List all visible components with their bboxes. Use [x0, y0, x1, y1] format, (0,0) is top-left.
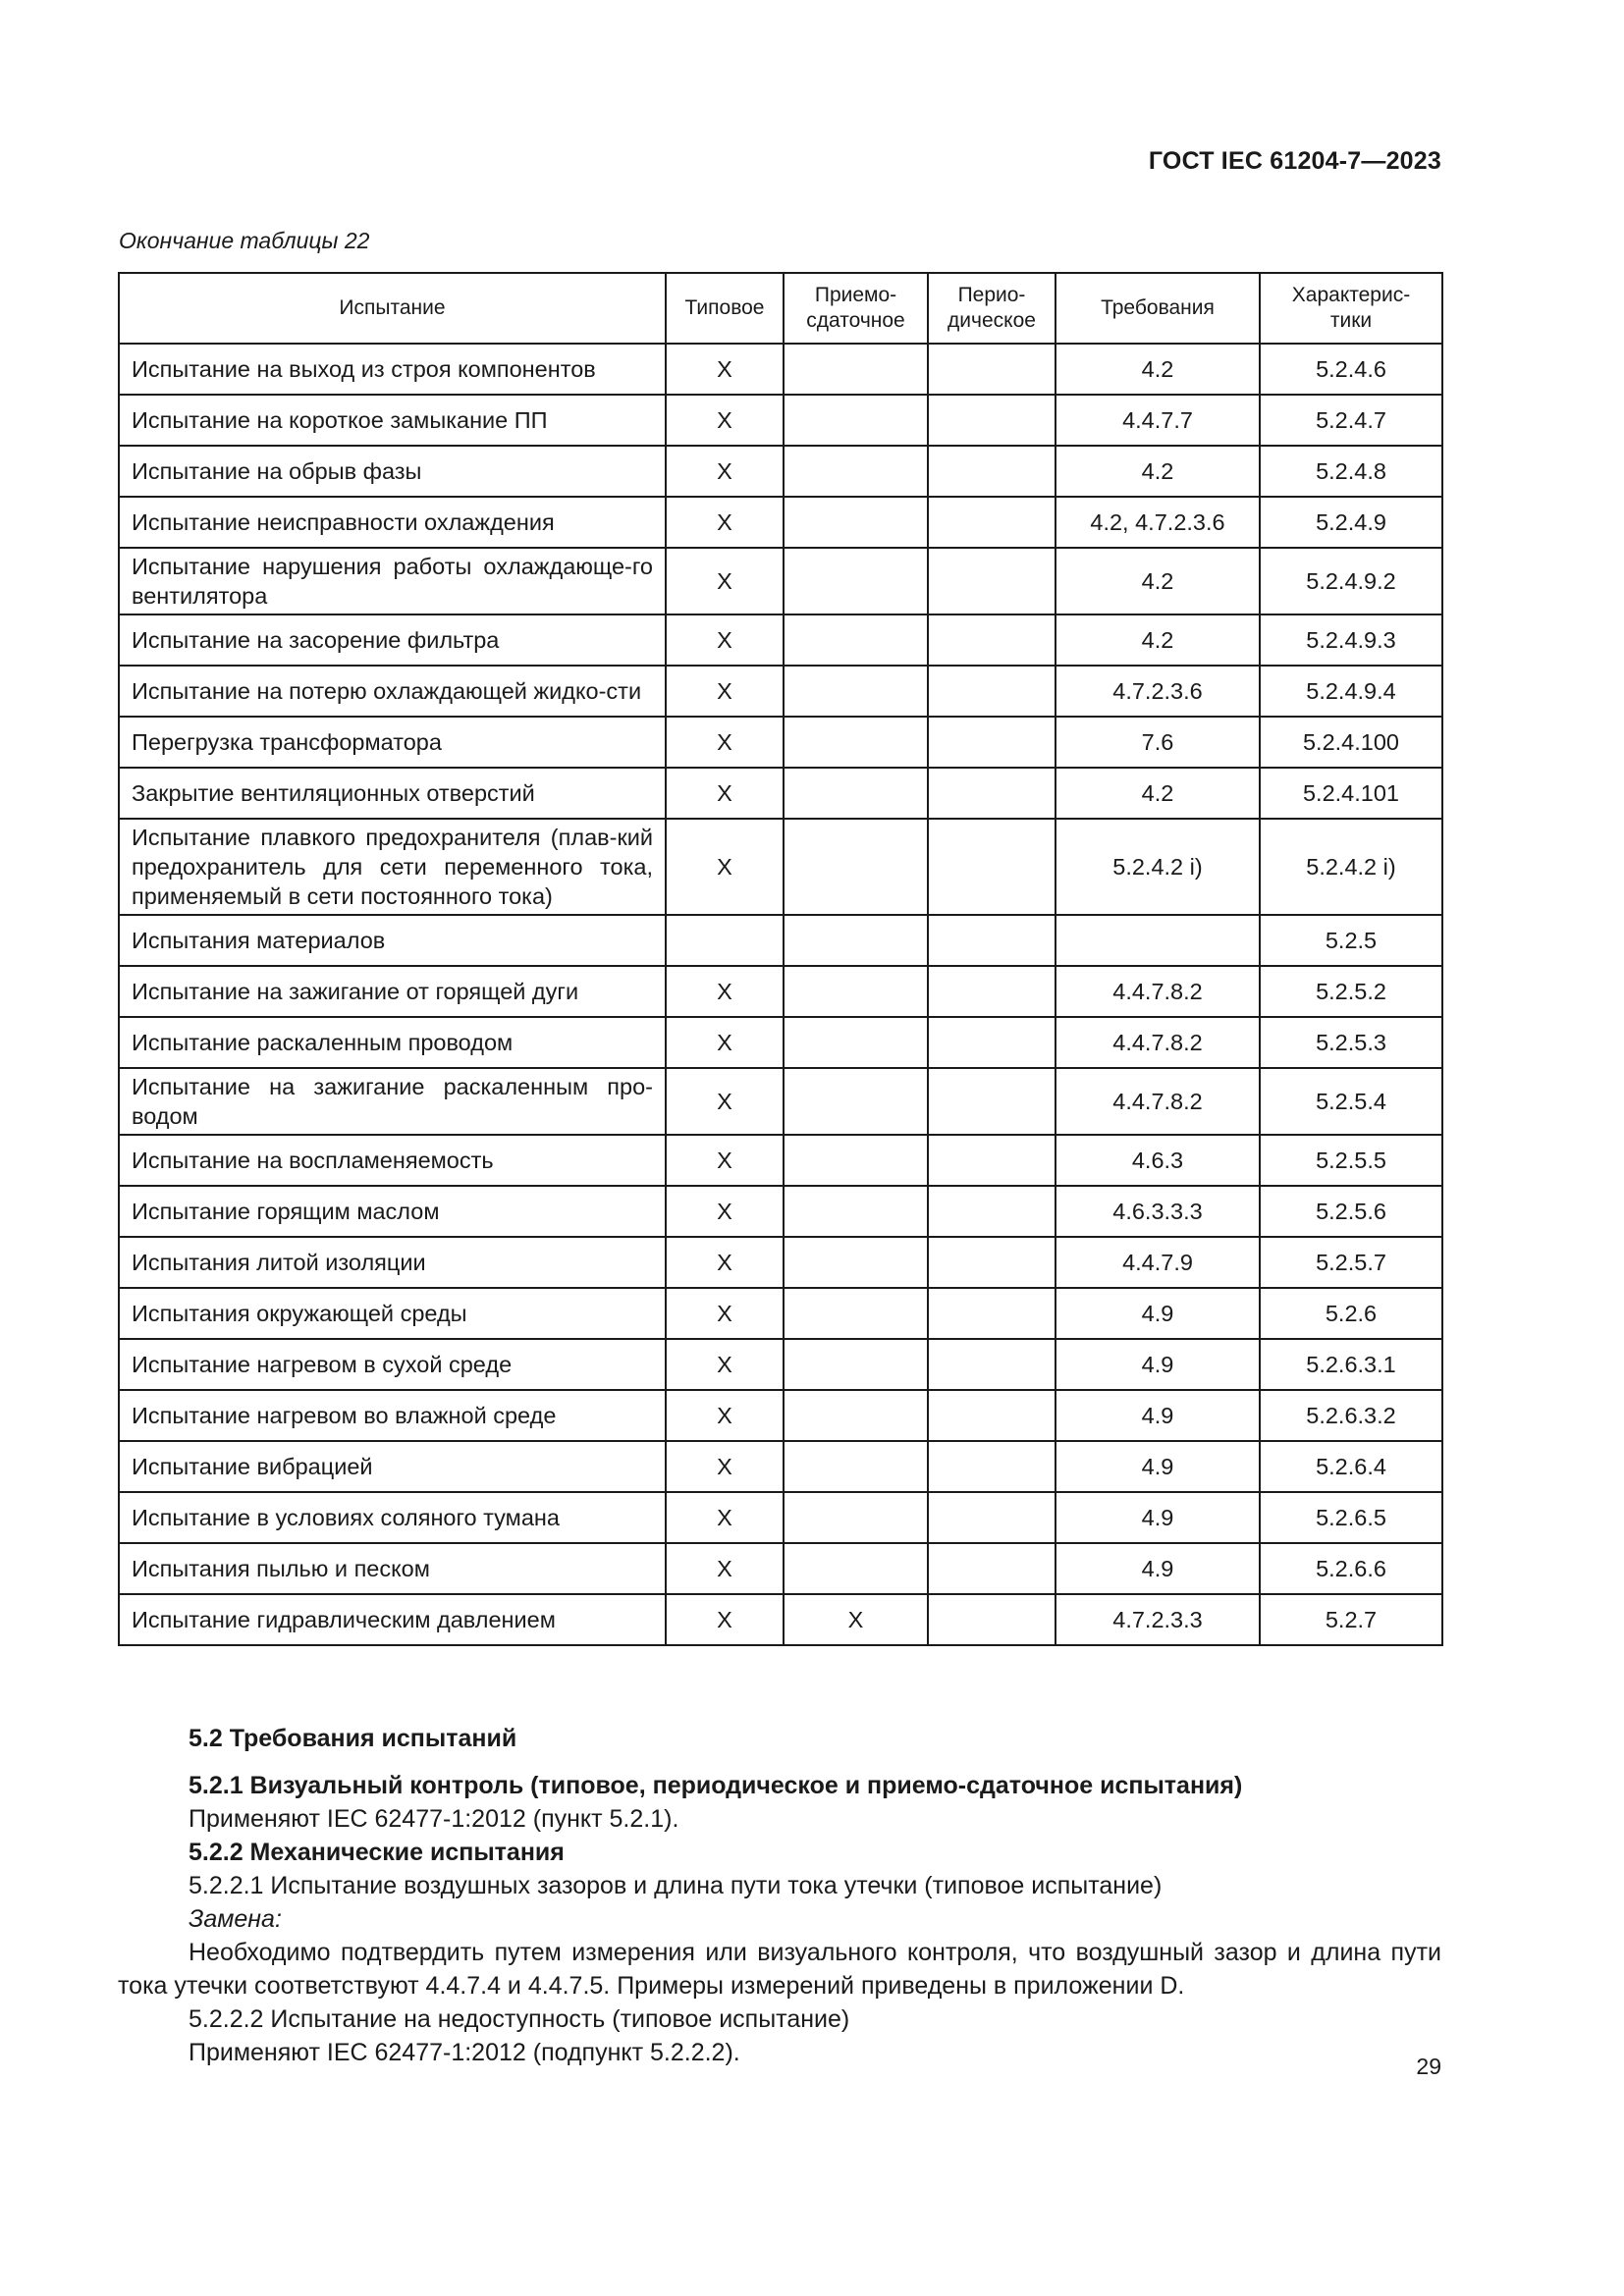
test-name-cell: Испытание неисправности охлаждения: [119, 497, 666, 548]
characteristics-cell: 5.2.6.5: [1260, 1492, 1442, 1543]
acceptance-test-cell: [784, 1339, 928, 1390]
periodic-test-cell: [928, 446, 1056, 497]
table-row: [119, 497, 1442, 548]
periodic-test-cell: [928, 1288, 1056, 1339]
table-row: [119, 1492, 1442, 1543]
acceptance-test-cell: [784, 1135, 928, 1186]
requirements-cell: 4.4.7.8.2: [1056, 966, 1260, 1017]
periodic-test-cell: [928, 1390, 1056, 1441]
periodic-test-cell: [928, 915, 1056, 966]
acceptance-test-cell: [784, 344, 928, 395]
table-row: [119, 1186, 1442, 1237]
type-test-cell: X: [666, 1017, 784, 1068]
table-row: [119, 819, 1442, 915]
requirements-cell: 4.7.2.3.6: [1056, 666, 1260, 717]
requirements-cell: 4.2: [1056, 446, 1260, 497]
section-5-2-2-1-heading: 5.2.2.1 Испытание воздушных зазоров и длина пути тока утечки (типовое испытание): [189, 1872, 1163, 1899]
acceptance-test-cell: [784, 1390, 928, 1441]
characteristics-cell: 5.2.4.101: [1260, 768, 1442, 819]
characteristics-cell: 5.2.6.3.2: [1260, 1390, 1442, 1441]
acceptance-test-cell: [784, 1441, 928, 1492]
periodic-test-cell: [928, 768, 1056, 819]
test-name-cell: Испытания окружающей среды: [119, 1288, 666, 1339]
table-caption: Окончание таблицы 22: [119, 228, 370, 253]
acceptance-test-cell: [784, 1068, 928, 1135]
periodic-test-cell: [928, 1339, 1056, 1390]
table-row: [119, 1068, 1442, 1135]
acceptance-test-cell: X: [784, 1594, 928, 1645]
acceptance-test-cell: [784, 614, 928, 666]
tests-table: [118, 272, 1443, 1646]
table-body: [119, 344, 1442, 1645]
characteristics-cell: 5.2.6.4: [1260, 1441, 1442, 1492]
table-row: [119, 1017, 1442, 1068]
requirements-cell: 5.2.4.2 i): [1056, 819, 1260, 915]
acceptance-test-cell: [784, 915, 928, 966]
characteristics-cell: 5.2.4.6: [1260, 344, 1442, 395]
periodic-test-cell: [928, 344, 1056, 395]
col-header-characteristics: Характерис- тики: [1260, 273, 1442, 344]
type-test-cell: X: [666, 666, 784, 717]
characteristics-cell: 5.2.4.9.3: [1260, 614, 1442, 666]
test-name-cell: Испытание на зажигание от горящей дуги: [119, 966, 666, 1017]
requirements-cell: 4.2: [1056, 768, 1260, 819]
type-test-cell: X: [666, 548, 784, 614]
test-name-cell: Испытание горящим маслом: [119, 1186, 666, 1237]
requirements-cell: [1056, 915, 1260, 966]
requirements-cell: 4.6.3.3.3: [1056, 1186, 1260, 1237]
col-header-test: Испытание: [119, 273, 666, 344]
type-test-cell: X: [666, 717, 784, 768]
characteristics-cell: 5.2.4.9.2: [1260, 548, 1442, 614]
characteristics-cell: 5.2.4.2 i): [1260, 819, 1442, 915]
acceptance-test-cell: [784, 966, 928, 1017]
table-row: [119, 1441, 1442, 1492]
type-test-cell: X: [666, 1237, 784, 1288]
type-test-cell: X: [666, 1288, 784, 1339]
section-5-2-2-2-text: Применяют IEC 62477-1:2012 (подпункт 5.2.2.2).: [189, 2039, 740, 2066]
acceptance-test-cell: [784, 717, 928, 768]
acceptance-test-cell: [784, 1237, 928, 1288]
periodic-test-cell: [928, 819, 1056, 915]
table-row: [119, 666, 1442, 717]
section-5-2-2-2-heading: 5.2.2.2 Испытание на недоступность (типовое испытание): [189, 2005, 850, 2033]
col-header-periodic: Перио- дическое: [928, 273, 1056, 344]
col-header-requirements: Требования: [1056, 273, 1260, 344]
characteristics-cell: 5.2.5.6: [1260, 1186, 1442, 1237]
type-test-cell: X: [666, 1594, 784, 1645]
periodic-test-cell: [928, 1543, 1056, 1594]
requirements-cell: 4.7.2.3.3: [1056, 1594, 1260, 1645]
periodic-test-cell: [928, 1594, 1056, 1645]
test-name-cell: Испытания материалов: [119, 915, 666, 966]
test-name-cell: Испытание на засорение фильтра: [119, 614, 666, 666]
table-row: [119, 1288, 1442, 1339]
test-name-cell: Испытание гидравлическим давлением: [119, 1594, 666, 1645]
requirements-cell: 4.9: [1056, 1543, 1260, 1594]
section-5-2-1-heading: 5.2.1 Визуальный контроль (типовое, периодическое и приемо-сдаточное испытания): [189, 1772, 1243, 1799]
test-name-cell: Испытания литой изоляции: [119, 1237, 666, 1288]
section-5-2-heading: 5.2 Требования испытаний: [189, 1725, 517, 1752]
requirements-cell: 4.2: [1056, 614, 1260, 666]
type-test-cell: X: [666, 819, 784, 915]
requirements-cell: 4.9: [1056, 1339, 1260, 1390]
characteristics-cell: 5.2.4.100: [1260, 717, 1442, 768]
acceptance-test-cell: [784, 548, 928, 614]
requirements-cell: 4.9: [1056, 1288, 1260, 1339]
periodic-test-cell: [928, 717, 1056, 768]
characteristics-cell: 5.2.5.5: [1260, 1135, 1442, 1186]
acceptance-test-cell: [784, 1288, 928, 1339]
test-name-cell: Испытание нагревом во влажной среде: [119, 1390, 666, 1441]
requirements-cell: 7.6: [1056, 717, 1260, 768]
test-name-cell: Испытание на зажигание раскаленным про-водом: [119, 1068, 666, 1135]
characteristics-cell: 5.2.6.3.1: [1260, 1339, 1442, 1390]
acceptance-test-cell: [784, 1543, 928, 1594]
table-row: [119, 1543, 1442, 1594]
characteristics-cell: 5.2.7: [1260, 1594, 1442, 1645]
type-test-cell: X: [666, 1390, 784, 1441]
table-row: [119, 1390, 1442, 1441]
characteristics-cell: 5.2.5.7: [1260, 1237, 1442, 1288]
requirements-cell: 4.2: [1056, 344, 1260, 395]
acceptance-test-cell: [784, 1017, 928, 1068]
type-test-cell: X: [666, 1068, 784, 1135]
table-row: [119, 915, 1442, 966]
characteristics-cell: 5.2.4.9: [1260, 497, 1442, 548]
table-row: [119, 1594, 1442, 1645]
characteristics-cell: 5.2.5.2: [1260, 966, 1442, 1017]
requirements-cell: 4.4.7.8.2: [1056, 1017, 1260, 1068]
periodic-test-cell: [928, 1135, 1056, 1186]
table-row: [119, 446, 1442, 497]
requirements-cell: 4.4.7.9: [1056, 1237, 1260, 1288]
section-5-2-2-heading: 5.2.2 Механические испытания: [189, 1839, 565, 1866]
test-name-cell: Испытание на короткое замыкание ПП: [119, 395, 666, 446]
replacement-text: Необходимо подтвердить путем измерения или визуального контроля, что воздушный зазор и длина пути тока утечки соответствуют 4.4.7.4 и 4.4.7.5. Примеры измерений приведены в приложении D.: [118, 1939, 1441, 2000]
body-text: [118, 1722, 1441, 2069]
col-header-acceptance: Приемо- сдаточное: [784, 273, 928, 344]
periodic-test-cell: [928, 966, 1056, 1017]
periodic-test-cell: [928, 614, 1056, 666]
periodic-test-cell: [928, 1492, 1056, 1543]
table-row: [119, 1135, 1442, 1186]
characteristics-cell: 5.2.5.4: [1260, 1068, 1442, 1135]
section-5-2-1-text: Применяют IEC 62477-1:2012 (пункт 5.2.1).: [189, 1805, 679, 1833]
requirements-cell: 4.6.3: [1056, 1135, 1260, 1186]
test-name-cell: Испытание на воспламеняемость: [119, 1135, 666, 1186]
table-header-row: [119, 273, 1442, 344]
table-row: [119, 395, 1442, 446]
acceptance-test-cell: [784, 1186, 928, 1237]
acceptance-test-cell: [784, 446, 928, 497]
col-header-type: Типовое: [666, 273, 784, 344]
characteristics-cell: 5.2.5: [1260, 915, 1442, 966]
periodic-test-cell: [928, 548, 1056, 614]
test-name-cell: Испытание раскаленным проводом: [119, 1017, 666, 1068]
type-test-cell: X: [666, 1441, 784, 1492]
characteristics-cell: 5.2.6.6: [1260, 1543, 1442, 1594]
test-name-cell: Испытание на потерю охлаждающей жидко-сти: [119, 666, 666, 717]
test-name-cell: Испытание на обрыв фазы: [119, 446, 666, 497]
table-row: [119, 1339, 1442, 1390]
periodic-test-cell: [928, 1068, 1056, 1135]
characteristics-cell: 5.2.5.3: [1260, 1017, 1442, 1068]
type-test-cell: X: [666, 497, 784, 548]
replacement-label: Замена:: [189, 1905, 282, 1933]
acceptance-test-cell: [784, 819, 928, 915]
type-test-cell: X: [666, 395, 784, 446]
test-name-cell: Перегрузка трансформатора: [119, 717, 666, 768]
table-row: [119, 717, 1442, 768]
acceptance-test-cell: [784, 768, 928, 819]
type-test-cell: X: [666, 344, 784, 395]
test-name-cell: Испытание в условиях соляного тумана: [119, 1492, 666, 1543]
type-test-cell: X: [666, 768, 784, 819]
requirements-cell: 4.4.7.7: [1056, 395, 1260, 446]
type-test-cell: X: [666, 614, 784, 666]
acceptance-test-cell: [784, 395, 928, 446]
document-code: ГОСТ IEC 61204-7—2023: [1148, 147, 1441, 175]
test-name-cell: Испытания пылью и песком: [119, 1543, 666, 1594]
table-row: [119, 1237, 1442, 1288]
acceptance-test-cell: [784, 666, 928, 717]
characteristics-cell: 5.2.4.7: [1260, 395, 1442, 446]
table-row: [119, 548, 1442, 614]
requirements-cell: 4.2, 4.7.2.3.6: [1056, 497, 1260, 548]
characteristics-cell: 5.2.4.8: [1260, 446, 1442, 497]
test-name-cell: Закрытие вентиляционных отверстий: [119, 768, 666, 819]
periodic-test-cell: [928, 395, 1056, 446]
type-test-cell: X: [666, 1186, 784, 1237]
periodic-test-cell: [928, 1237, 1056, 1288]
type-test-cell: X: [666, 1543, 784, 1594]
page-number: 29: [1416, 2054, 1441, 2079]
test-name-cell: Испытание на выход из строя компонентов: [119, 344, 666, 395]
requirements-cell: 4.9: [1056, 1390, 1260, 1441]
requirements-cell: 4.4.7.8.2: [1056, 1068, 1260, 1135]
test-name-cell: Испытание плавкого предохранителя (плав-кий предохранитель для сети переменного тока, применяемый в сети постоянного тока): [119, 819, 666, 915]
type-test-cell: X: [666, 1492, 784, 1543]
requirements-cell: 4.2: [1056, 548, 1260, 614]
periodic-test-cell: [928, 666, 1056, 717]
type-test-cell: X: [666, 1339, 784, 1390]
periodic-test-cell: [928, 497, 1056, 548]
type-test-cell: X: [666, 446, 784, 497]
test-name-cell: Испытание вибрацией: [119, 1441, 666, 1492]
type-test-cell: X: [666, 966, 784, 1017]
requirements-cell: 4.9: [1056, 1492, 1260, 1543]
characteristics-cell: 5.2.6: [1260, 1288, 1442, 1339]
acceptance-test-cell: [784, 497, 928, 548]
test-name-cell: Испытание нарушения работы охлаждающе-го вентилятора: [119, 548, 666, 614]
acceptance-test-cell: [784, 1492, 928, 1543]
periodic-test-cell: [928, 1186, 1056, 1237]
requirements-cell: 4.9: [1056, 1441, 1260, 1492]
table-row: [119, 768, 1442, 819]
periodic-test-cell: [928, 1017, 1056, 1068]
table-row: [119, 344, 1442, 395]
table-row: [119, 614, 1442, 666]
type-test-cell: [666, 915, 784, 966]
periodic-test-cell: [928, 1441, 1056, 1492]
type-test-cell: X: [666, 1135, 784, 1186]
table-row: [119, 966, 1442, 1017]
test-name-cell: Испытание нагревом в сухой среде: [119, 1339, 666, 1390]
characteristics-cell: 5.2.4.9.4: [1260, 666, 1442, 717]
